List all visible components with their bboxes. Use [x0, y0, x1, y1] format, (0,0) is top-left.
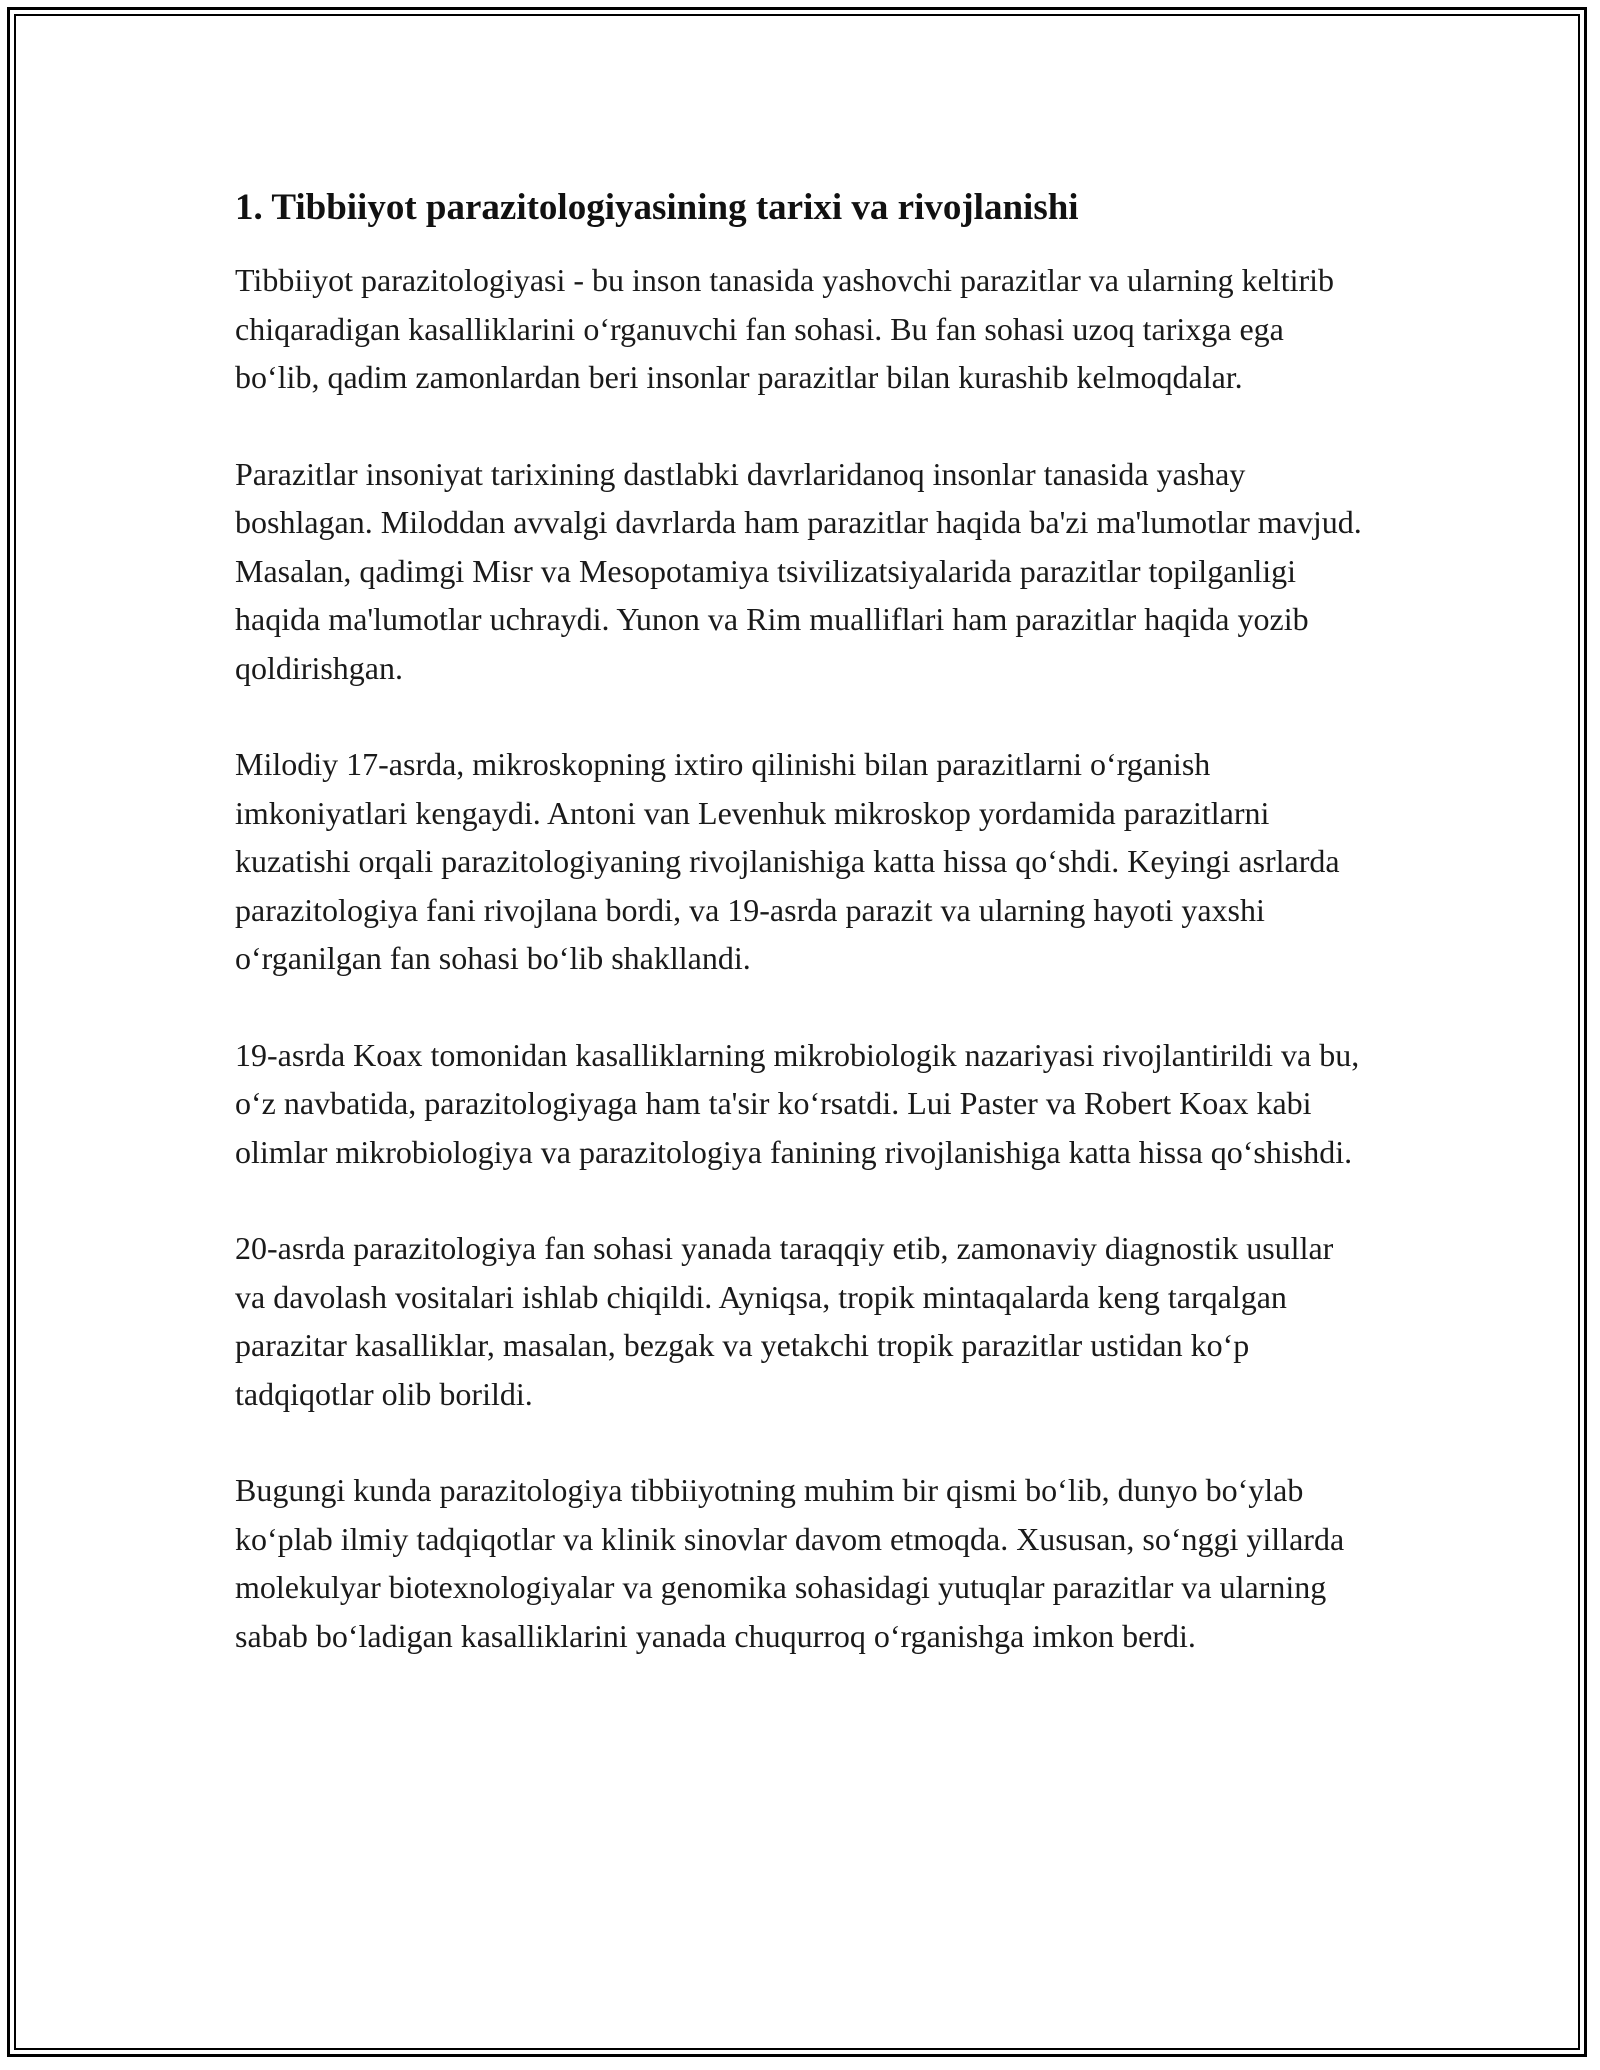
paragraph-17th-century: Milodiy 17-asrda, mikroskopning ixtiro qilinishi bilan parazitlarni o‘rganish imkoniyatlari kengaydi. Antoni van Levenhuk mikroskop yordamida parazitlarni kuzatishi orqali parazitologiyaning rivojlanishiga katta hissa qo‘shdi. Keyingi asrlarda parazitologiya fani rivojlana bordi, va 19-asrda parazit va ularning hayoti yaxshi o‘rganilgan fan sohasi bo‘lib shakllandi. [235, 746, 1340, 977]
paragraph-ancient-history: Parazitlar insoniyat tarixining dastlabki davrlaridanoq insonlar tanasida yashay boshlagan. Miloddan avvalgi davrlarda ham parazitlar haqida ba'zi ma'lumotlar mavjud. Masalan, qadimgi Misr va Mesopotamiya tsivilizatsiyalarida parazitlar topilganligi haqida ma'lumotlar uchraydi. Yunon va Rim mualliflari ham parazitlar haqida yozib qoldirishgan. [235, 455, 1362, 686]
document-body [235, 186, 1365, 1708]
section-heading: 1. Tibbiiyot parazitologiyasining tarixi va rivojlanishi [235, 187, 1079, 228]
paragraph-introduction: Tibbiiyot parazitologiyasi - bu inson tanasida yashovchi parazitlar va ularning keltirib chiqaradigan kasalliklarini o‘rganuvchi fan sohasi. Bu fan sohasi uzoq tarixga ega bo‘lib, qadim zamonlardan beri insonlar parazitlar bilan kurashib kelmoqdalar. [235, 262, 1335, 396]
paragraph-19th-century: 19-asrda Koax tomonidan kasalliklarning mikrobiologik nazariyasi rivojlantirildi va bu, o‘z navbatida, parazitologiyaga ham ta'sir ko‘rsatdi. Lui Paster va Robert Koax kabi olimlar mikrobiologiya va parazitologiya fanining rivojlanishiga katta hissa qo‘shishdi. [235, 1036, 1360, 1170]
paragraph-present-day: Bugungi kunda parazitologiya tibbiiyotning muhim bir qismi bo‘lib, dunyo bo‘ylab ko‘plab ilmiy tadqiqotlar va klinik sinovlar davom etmoqda. Xususan, so‘nggi yillarda molekulyar biotexnologiyalar va genomika sohasidagi yutuqlar parazitlar va ularning sabab bo‘ladigan kasalliklarini yanada chuqurroq o‘rganishga imkon berdi. [235, 1472, 1345, 1654]
paragraph-20th-century: 20-asrda parazitologiya fan sohasi yanada taraqqiy etib, zamonaviy diagnostik usullar va davolash vositalari ishlab chiqildi. Ayniqsa, tropik mintaqalarda keng tarqalgan parazitar kasalliklar, masalan, bezgak va yetakchi tropik parazitlar ustidan ko‘p tadqiqotlar olib borildi. [235, 1230, 1334, 1412]
